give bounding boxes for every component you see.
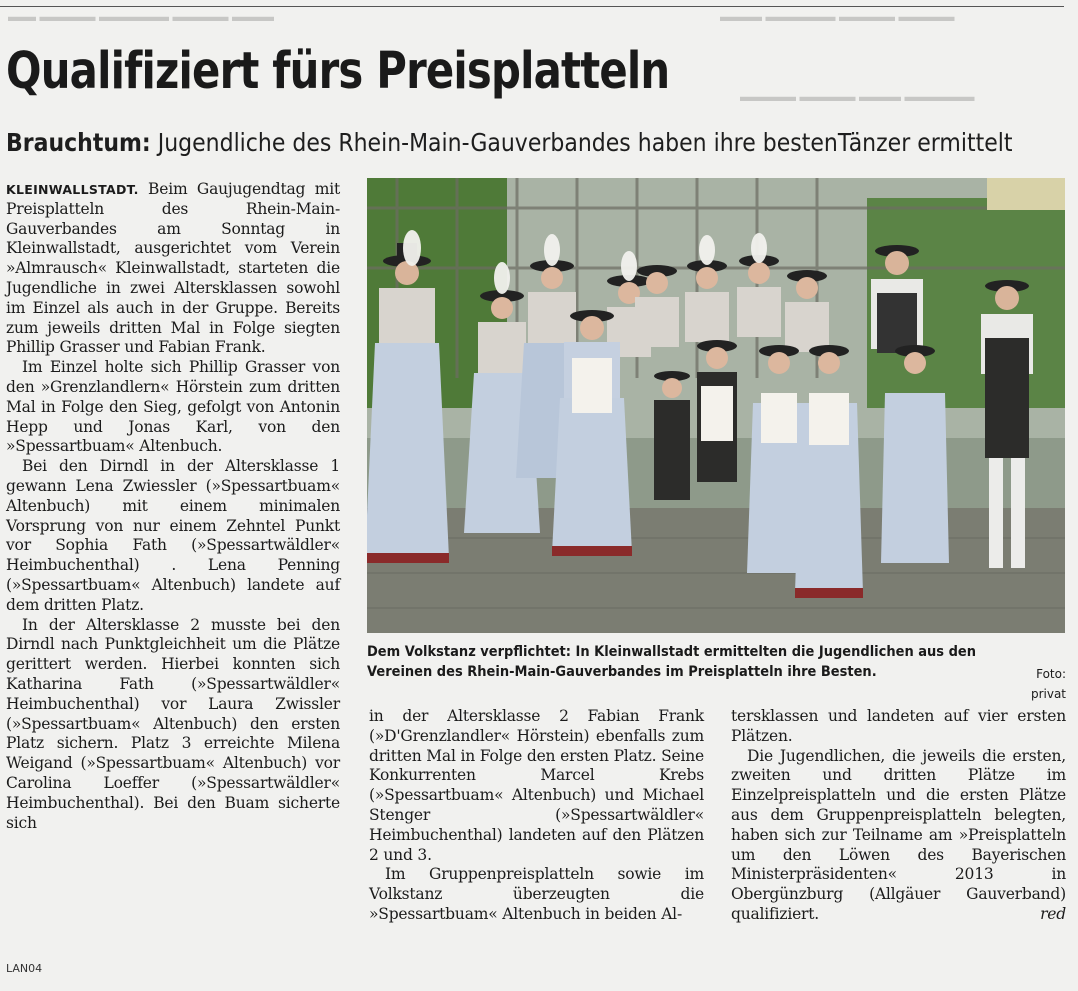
top-rule [0, 6, 1064, 7]
article-paragraph: tersklassen und landeten auf vier ersten Plätzen. [731, 707, 1066, 745]
page-id: LAN04 [6, 962, 43, 975]
photo-caption: Dem Volkstanz verpflichtet: In Kleinwallstadt ermittelten die Jugendlichen aus den Vereinen des Rhein-Main-Gauverbandes im Preisplatteln ihre Besten. [367, 644, 977, 680]
subheadline [6, 126, 1013, 160]
article-column-3 [731, 707, 1066, 925]
article-column-2 [369, 707, 704, 925]
subheadline-text: Jugendliche des Rhein-Main-Gauverbandes haben ihre bestenTänzer ermittelt [150, 128, 1013, 157]
article-paragraph: Im Einzel holte sich Phillip Grasser von den »Grenzlandlern« Hörstein zum dritten Mal in Folge den Sieg, gefolgt von Antonin Hepp und Jonas Karl, von den »Spessartbuam« Altenbuch. [6, 358, 340, 456]
article-paragraph [6, 180, 340, 358]
article-column-1 [6, 180, 340, 833]
group-photo-illustration [367, 178, 1065, 633]
subheadline-keyword: Brauchtum: [6, 128, 151, 157]
article-paragraph [731, 747, 1066, 925]
article-paragraph: in der Altersklasse 2 Fabian Frank (»D'Grenzlandler« Hörstein) ebenfalls zum dritten Mal in Folge den ersten Platz. Seine Konkurrenten Marcel Krebs (»Spessartbuam« Altenbuch) und Michael Stenger (»Spessartwäldler« Heimbuchenthal) landeten auf den Plätzen 2 und 3. [369, 707, 704, 864]
photo-credit: Foto: privat [1030, 667, 1066, 701]
dateline: KLEINWALLSTADT. [6, 182, 139, 197]
article-paragraph: Im Gruppenpreisplatteln sowie im Volkstanz überzeugten die »Spessartbuam« Altenbuch in beiden Al- [369, 865, 704, 923]
paragraph-text: Beim Gaujugendtag mit Preisplatteln des Rhein-Main-Gauverbandes am Sonntag in Kleinwallstadt, ausgerichtet vom Verein »Almrausch« Kleinwallstadt, starteten die Jugendliche in zwei Altersklassen sowohl im Einzel als auch in der Gruppe. Bereits zum jeweils dritten Mal in Folge siegten Phillip Grasser und Fabian Frank. [6, 180, 340, 357]
group-photo [367, 178, 1065, 633]
bleed-through-text: ▬▬ ▬▬▬▬ ▬▬▬▬▬ ▬▬▬▬ ▬▬▬ [8, 10, 274, 25]
bleed-through-text: ▬▬▬ ▬▬▬▬▬ ▬▬▬▬ ▬▬▬▬ [720, 10, 955, 25]
byline: red [1040, 904, 1066, 923]
bleed-through-text: ▬▬▬▬ ▬▬▬▬ ▬▬▬ ▬▬▬▬▬ [740, 90, 975, 105]
article-paragraph: In der Altersklasse 2 musste bei den Dirndl nach Punktgleichheit um die Plätze gerittert werden. Hierbei konnten sich Katharina Fath (»Spessartwäldler« Heimbuchenthal) vor Laura Zwissler (»Spessartbuam« Altenbuch) den ersten Platz sichern. Platz 3 erreichte Milena Weigand (»Spessartbuam« Altenbuch) vor Carolina Loeffer (»Spessartwäldler« Heimbuchenthal). Bei den Buam sicherte sich [6, 615, 340, 832]
headline: Qualifiziert fürs Preisplatteln [6, 42, 670, 101]
article-paragraph: Bei den Dirndl in der Altersklasse 1 gewann Lena Zwiessler (»Spessartbuam« Altenbuch) mit einem minimalen Vorsprung von nur einem Zehntel Punkt vor Sophia Fath (»Spessartwäldler« Heimbuchenthal) . Lena Penning (»Spessartbuam« Altenbuch) landete auf dem dritten Platz. [6, 457, 340, 614]
paragraph-text: Die Jugendlichen, die jeweils die ersten, zweiten und dritten Plätze im Einzelpreisplatteln und die ersten Plätze aus dem Gruppenpreisplatteln belegten, haben sich zur Teilname am »Preisplatteln um den Löwen des Bayerischen Ministerpräsidenten« 2013 in Obergünzburg (Allgäuer Gauverband) qualifiziert. [731, 746, 1066, 923]
